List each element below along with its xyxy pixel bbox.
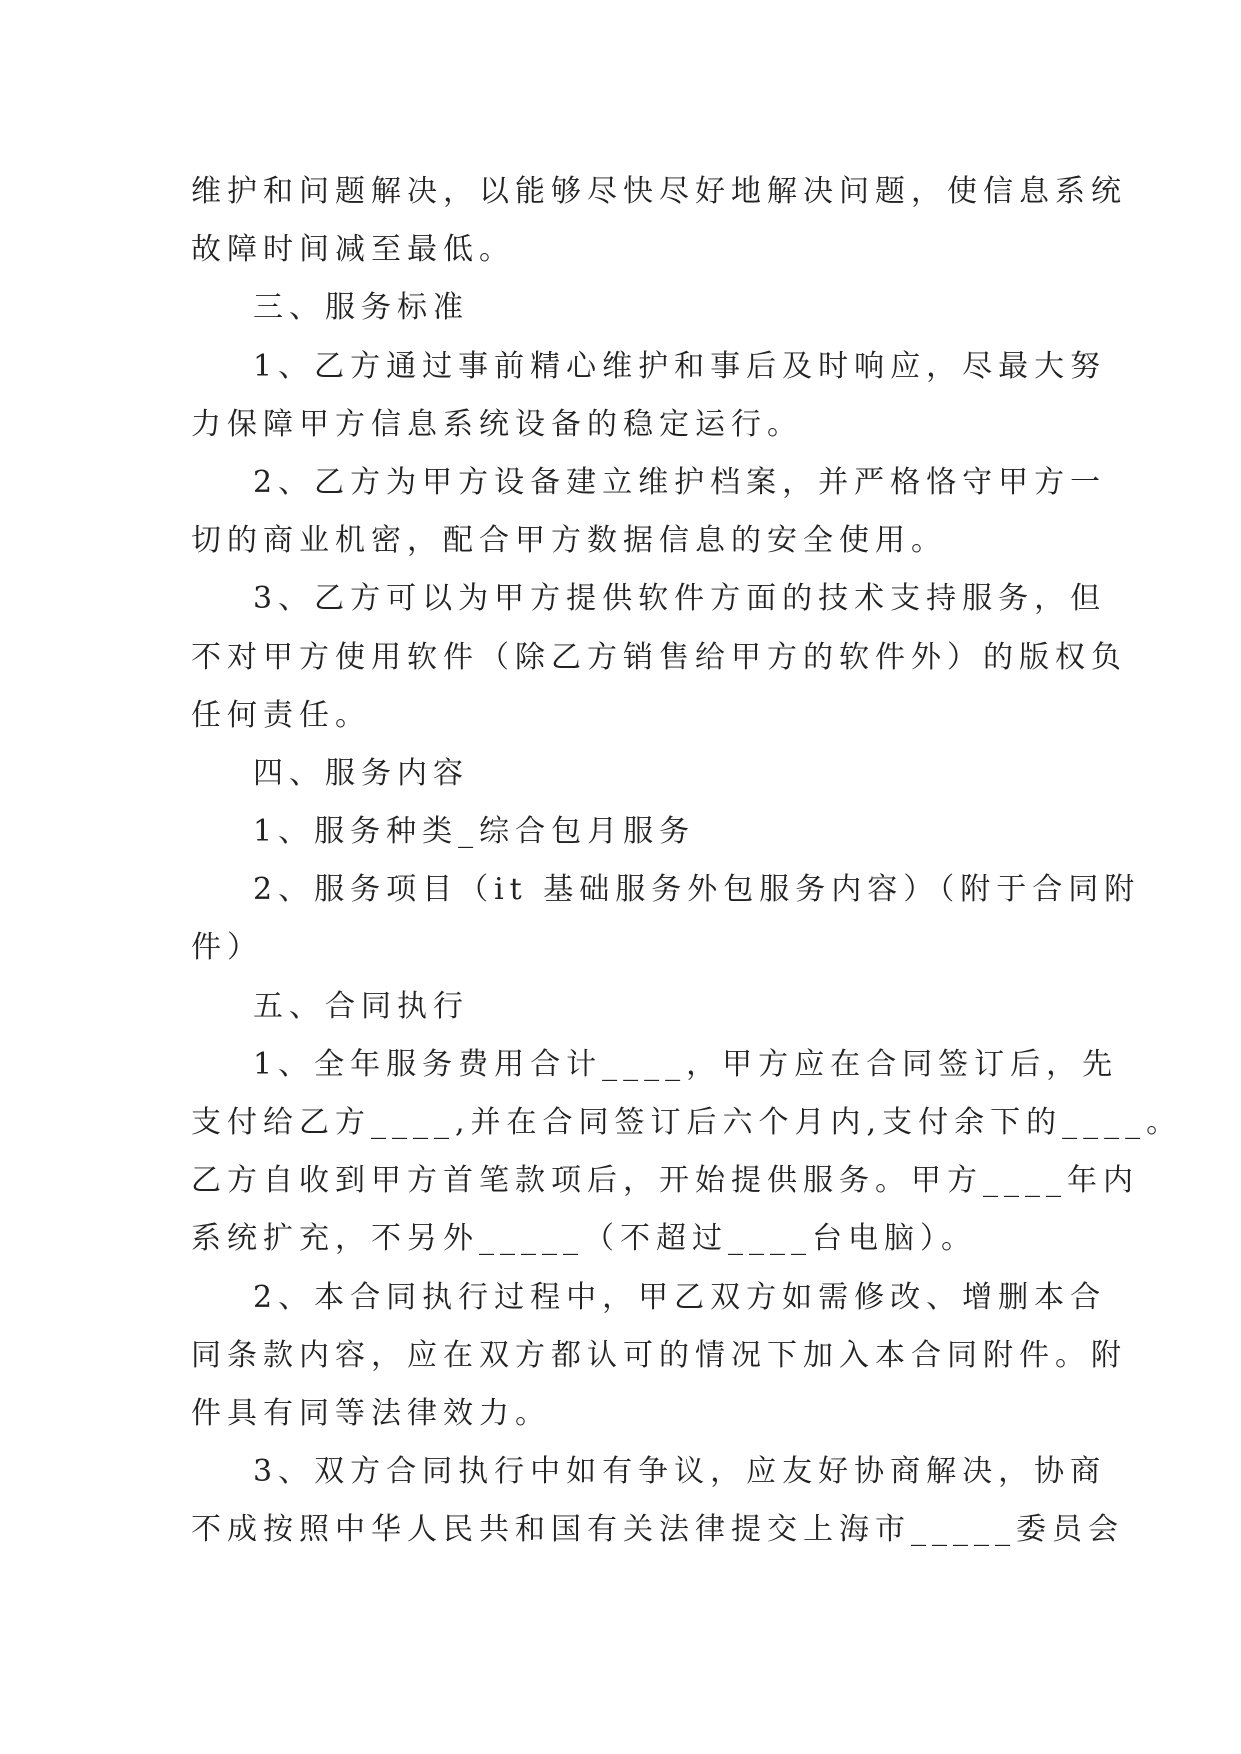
text-line: 五、合同执行 <box>253 988 469 1024</box>
text-line: 系统扩充，不另外_____（不超过____台电脑）。 <box>191 1221 977 1257</box>
text-line: 件） <box>191 930 263 966</box>
text-line: 任何责任。 <box>191 697 371 733</box>
text-line: 1、全年服务费用合计____，甲方应在合同签订后，先 <box>253 1046 1119 1082</box>
text-line: 四、服务内容 <box>253 755 469 791</box>
text-line: 维护和问题解决，以能够尽快尽好地解决问题，使信息系统 <box>191 174 1127 209</box>
document-body <box>191 163 1183 1560</box>
text-line: 2、乙方为甲方设备建立维护档案，并严格恪守甲方一 <box>253 464 1107 500</box>
text-line: 2、本合同执行过程中，甲乙双方如需修改、增删本合 <box>253 1279 1107 1315</box>
text-line: 3、双方合同执行中如有争议，应友好协商解决，协商 <box>253 1454 1107 1490</box>
text-line: 支付给乙方____,并在合同签订后六个月内,支付余下的____。 <box>191 1105 1183 1140</box>
text-line: 不对甲方使用软件（除乙方销售给甲方的软件外）的版权负 <box>191 639 1127 675</box>
text-line: 不成按照中华人民共和国有关法律提交上海市_____委员会 <box>191 1512 1124 1548</box>
text-line: 同条款内容，应在双方都认可的情况下加入本合同附件。附 <box>191 1337 1127 1373</box>
text-line: 2、服务项目（it 基础服务外包服务内容）（附于合同附 <box>253 872 1141 908</box>
text-line: 力保障甲方信息系统设备的稳定运行。 <box>191 406 803 442</box>
text-line: 三、服务标准 <box>253 290 469 326</box>
text-line: 乙方自收到甲方首笔款项后，开始提供服务。甲方____年内 <box>191 1163 1139 1199</box>
text-line: 1、服务种类_综合包月服务 <box>253 814 696 850</box>
text-line: 切的商业机密，配合甲方数据信息的安全使用。 <box>191 523 947 559</box>
text-line: 1、乙方通过事前精心维护和事后及时响应，尽最大努 <box>253 348 1107 384</box>
text-line: 故障时间减至最低。 <box>191 232 515 268</box>
text-line: 3、乙方可以为甲方提供软件方面的技术支持服务，但 <box>253 581 1107 617</box>
text-line: 件具有同等法律效力。 <box>191 1395 551 1431</box>
